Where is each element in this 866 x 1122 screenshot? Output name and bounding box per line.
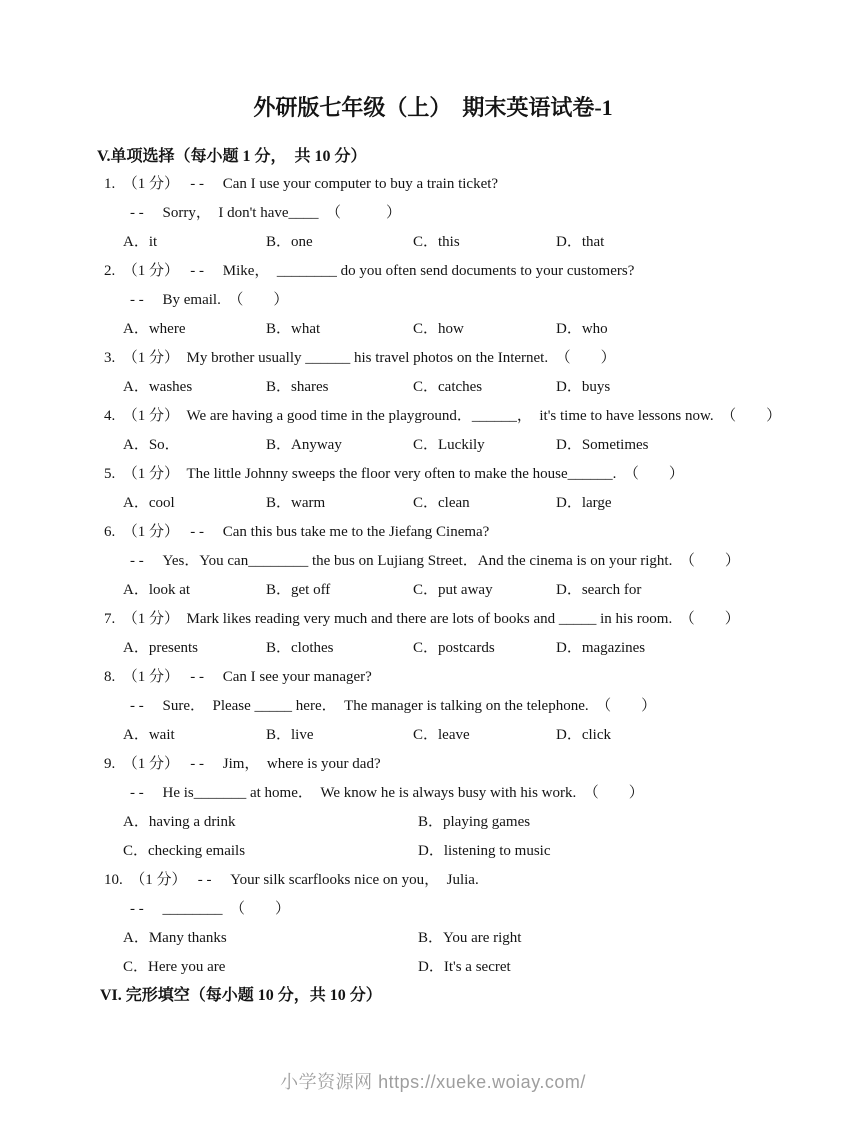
question-10-options-row-1 — [123, 924, 866, 953]
option-a: A．where — [123, 321, 186, 337]
question-10-options-row-2 — [123, 953, 866, 982]
option-c: C．postcards — [413, 640, 495, 656]
option-d: D．search for — [556, 582, 642, 598]
question-6 — [0, 518, 866, 605]
question-7-line-1: 7. （1 分） Mark likes reading very much and there are lots of books and _____ in his room. （ ） — [104, 611, 740, 627]
section-v-header: V.单项选择（每小题 1 分， 共 10 分） — [97, 148, 367, 165]
option-d: D．Sometimes — [556, 437, 649, 453]
question-8-line-2: - - Sure． Please _____ here． The manager is talking on the telephone. （ ） — [130, 698, 657, 714]
question-1-options — [123, 228, 866, 257]
option-c: C．Luckily — [413, 437, 485, 453]
option-a: A．having a drink — [123, 814, 236, 830]
question-6-options — [123, 576, 866, 605]
option-d: D．click — [556, 727, 611, 743]
question-8-options — [123, 721, 866, 750]
option-d: D．who — [556, 321, 608, 337]
question-2-options — [123, 315, 866, 344]
option-d: D．magazines — [556, 640, 646, 656]
question-2-line-2: - - By email. （ ） — [130, 292, 289, 308]
option-b: B．what — [266, 321, 321, 337]
question-10-line-1: 10. （1 分） - - Your silk scarflooks nice on you， Julia. — [104, 872, 479, 888]
option-b: B．clothes — [266, 640, 334, 656]
question-4-line-1: 4. （1 分） We are having a good time in the playground．______， it's time to have lessons now. （ ） — [104, 408, 782, 424]
option-a: A．wait — [123, 727, 175, 743]
question-1 — [0, 170, 866, 257]
option-d: D．that — [556, 234, 605, 250]
question-3-options — [123, 373, 866, 402]
option-b: B．get off — [266, 582, 331, 598]
option-b: B．shares — [266, 379, 329, 395]
option-c: C．clean — [413, 495, 470, 511]
question-5-line-1: 5. （1 分） The little Johnny sweeps the floor very often to make the house______. （ ） — [104, 466, 684, 482]
question-7 — [0, 605, 866, 663]
option-c: C．put away — [413, 582, 493, 598]
questions-list — [0, 170, 866, 982]
question-9 — [0, 750, 866, 866]
question-9-line-2: - - He is_______ at home． We know he is always busy with his work. （ ） — [130, 785, 644, 801]
option-a: A．look at — [123, 582, 191, 598]
question-1-line-2: - - Sorry， I don't have____ （ ） — [130, 205, 402, 221]
option-b: B．one — [266, 234, 313, 250]
option-c: C．Here you are — [123, 959, 226, 975]
option-d: D．buys — [556, 379, 611, 395]
question-8-line-1: 8. （1 分） - - Can I see your manager? — [104, 669, 372, 685]
option-c: C．checking emails — [123, 843, 246, 859]
option-a: A．it — [123, 234, 158, 250]
question-4 — [0, 402, 866, 460]
option-a: A．cool — [123, 495, 175, 511]
page-title: 外研版七年级（上） 期末英语试卷-1 — [253, 95, 613, 120]
question-5-options — [123, 489, 866, 518]
watermark-footer: 小学资源网 https://xueke.woiay.com/ — [280, 1072, 586, 1092]
option-c: C．catches — [413, 379, 483, 395]
question-2 — [0, 257, 866, 344]
option-d: D．large — [556, 495, 612, 511]
option-a: A．washes — [123, 379, 193, 395]
question-9-options-row-2 — [123, 837, 866, 866]
option-a: A．Many thanks — [123, 930, 227, 946]
question-6-line-2: - - Yes．You can________ the bus on Lujiang Street．And the cinema is on your right. （ ） — [130, 553, 740, 569]
option-b: B．playing games — [418, 814, 531, 830]
option-c: C．leave — [413, 727, 470, 743]
option-c: C．how — [413, 321, 464, 337]
option-d: D．It's a secret — [418, 959, 511, 975]
question-10-line-2: - - ________ （ ） — [130, 901, 290, 917]
question-8 — [0, 663, 866, 750]
question-2-line-1: 2. （1 分） - - Mike， ________ do you often send documents to your customers? — [104, 263, 635, 279]
option-a: A．presents — [123, 640, 198, 656]
option-b: B．warm — [266, 495, 326, 511]
option-b: B．live — [266, 727, 314, 743]
question-6-line-1: 6. （1 分） - - Can this bus take me to the Jiefang Cinema? — [104, 524, 490, 540]
option-b: B．You are right — [418, 930, 522, 946]
section-vi-header: VI. 完形填空（每小题 10 分，共 10 分） — [100, 987, 382, 1004]
question-9-options-row-1 — [123, 808, 866, 837]
question-9-line-1: 9. （1 分） - - Jim， where is your dad? — [104, 756, 381, 772]
question-4-options — [123, 431, 866, 460]
question-10 — [0, 866, 866, 982]
question-3 — [0, 344, 866, 402]
option-d: D．listening to music — [418, 843, 551, 859]
option-c: C．this — [413, 234, 460, 250]
question-3-line-1: 3. （1 分） My brother usually ______ his travel photos on the Internet. （ ） — [104, 350, 616, 366]
question-7-options — [123, 634, 866, 663]
option-b: B．Anyway — [266, 437, 342, 453]
option-a: A．So． — [123, 437, 180, 453]
question-1-line-1: 1. （1 分） - - Can I use your computer to buy a train ticket? — [104, 176, 499, 192]
question-5 — [0, 460, 866, 518]
